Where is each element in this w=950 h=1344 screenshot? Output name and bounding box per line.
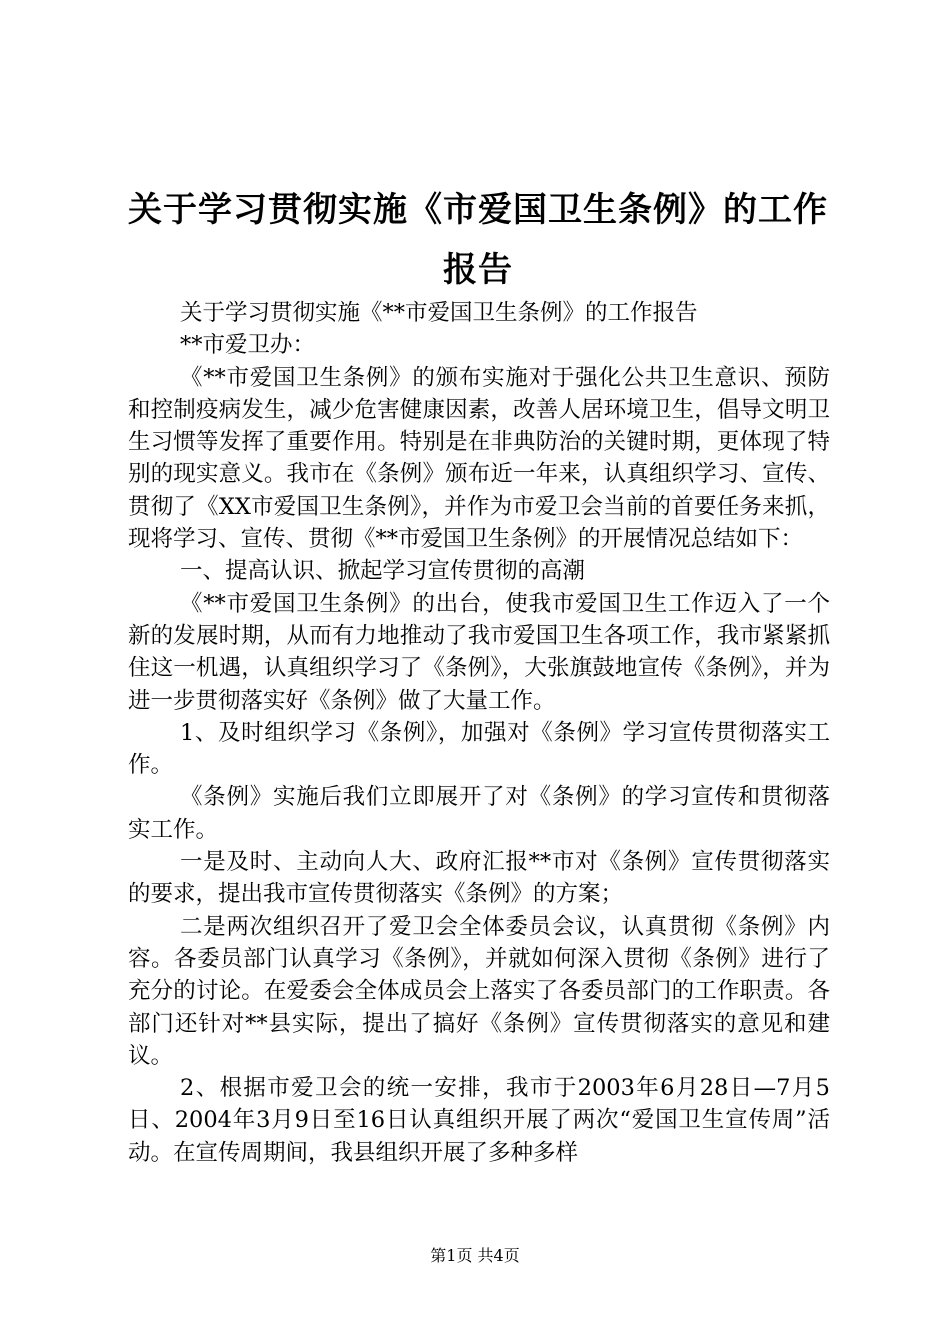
paragraph-addressee: **市爱卫办： (180, 332, 316, 359)
paragraph-intro: 《**市爱国卫生条例》的颁布实施对于强化公共卫生意识、预防和控制疫病发生，减少危害健康因素，改善人居环境卫生，倡导文明卫生习惯等发挥了重要作用。特别是在非典防治的关键时期，更体现了特别的现实意义。我市在《条例》颁布近一年来，认真组织学习、宣传、贯彻了《XX市爱国卫生条例》，并作为市爱卫会当前的首要任务来抓，现将学习、宣传、贯彻《**市爱国卫生条例》的开展情况总结如下： (128, 364, 830, 553)
paragraph-implementation: 《条例》实施后我们立即展开了对《条例》的学习宣传和贯彻落实工作。 (128, 784, 830, 843)
paragraph-point-two: 二是两次组织召开了爱卫会全体委员会议，认真贯彻《条例》内容。各委员部门认真学习《条例》，并就如何深入贯彻《条例》进行了充分的讨论。在爱委会全体成员会上落实了各委员部门的工作职责。各部门还针对**县实际，提出了搞好《条例》宣传贯彻落实的意见和建议。 (128, 913, 830, 1069)
section-heading-1: 一、提高认识、掀起学习宣传贯彻的高潮 (180, 558, 586, 585)
paragraph-point-one: 一是及时、主动向人大、政府汇报**市对《条例》宣传贯彻落实的要求，提出我市宣传贯彻落实《条例》的方案； (128, 849, 830, 908)
subsection-heading-2: 2、根据市爱卫会的统一安排，我市于2003年6月28日—7月5日、2004年3月9日至16日认真组织开展了两次“爱国卫生宣传周”活动。在宣传周期间，我县组织开展了多种多样 (128, 1075, 830, 1166)
paragraph-subtitle: 关于学习贯彻实施《**市爱国卫生条例》的工作报告 (180, 300, 698, 326)
document-title-line-2: 报告 (443, 250, 513, 290)
paragraph-section-1: 《**市爱国卫生条例》的出台，使我市爱国卫生工作迈入了一个新的发展时期，从而有力地推动了我市爱国卫生各项工作，我市紧紧抓住这一机遇，认真组织学习了《条例》，大张旗鼓地宣传《条例》，并为进一步贯彻落实好《条例》做了大量工作。 (128, 590, 830, 714)
document-title-line-1: 关于学习贯彻实施《市爱国卫生条例》的工作 (128, 190, 828, 230)
page-number-footer: 第1页 共4页 (430, 1246, 520, 1265)
document-body (128, 297, 830, 1169)
subsection-heading-1: 1、及时组织学习《条例》，加强对《条例》学习宣传贯彻落实工作。 (128, 719, 830, 779)
